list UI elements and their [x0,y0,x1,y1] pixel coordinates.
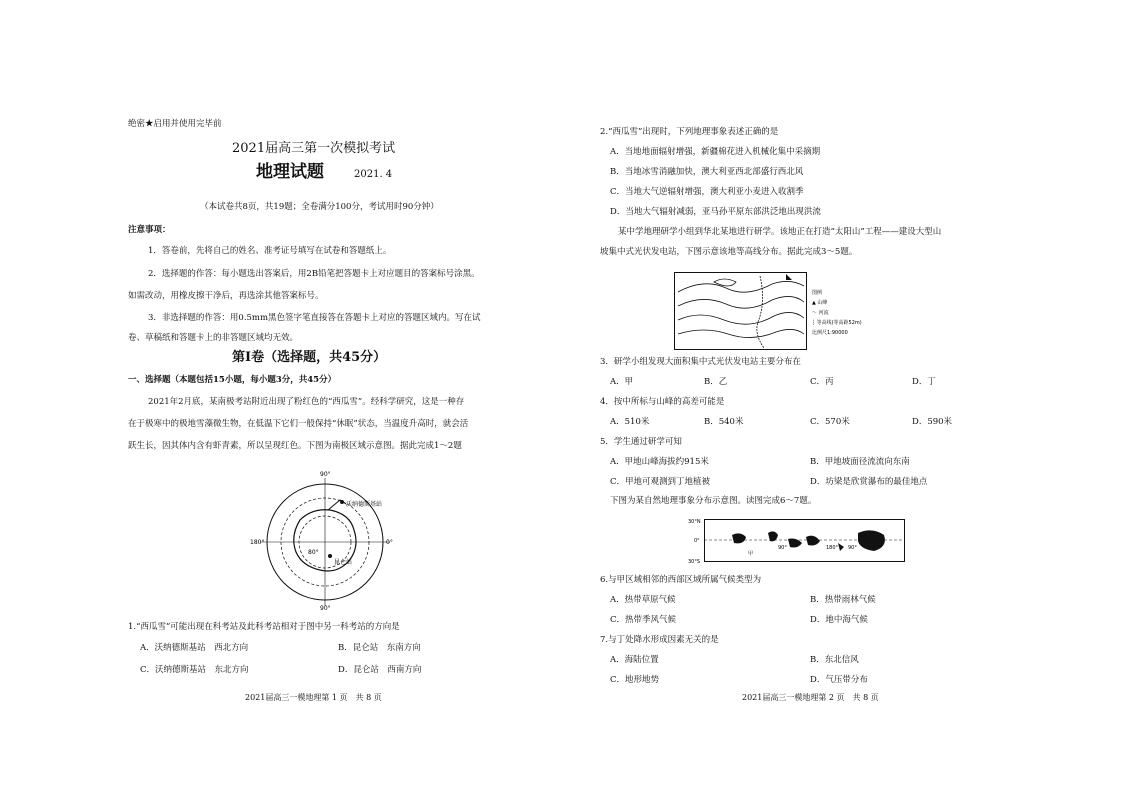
option: B．乙 [704,377,728,387]
option: A．当地地面辐射增强，新疆棉花进入机械化集中采摘期 [610,147,821,157]
latitude-label: 80° [308,549,319,556]
notice-line: 1．答卷前，先将自己的姓名、准考证号填写在试卷和答题纸上。 [148,246,392,256]
lat-label: 30°S [688,559,701,565]
lon-label: 90° [778,545,787,551]
option: C．热带季风气候 [610,615,677,625]
question-stem: 6.与甲区域相邻的西部区域所属气候类型为 [600,575,762,585]
notice-line: 如需改动，用橡皮擦干净后，再选涂其他答案标号。 [128,291,324,301]
question-stem: 7.与丁处降水形成因素无关的是 [600,635,719,645]
lat-label: 0° [694,538,700,544]
notice-line: 3．非选择题的作答：用0.5mm黑色签字笔直接答在答题卡上对应的答题区域内。写在试 [148,313,481,323]
passage-line: 某中学地理研学小组到华北某地进行研学。该地正在打造“太阳山”工程——建设大型山 [618,227,942,237]
page-footer: 2021届高三一模地理第 2 页 共 8 页 [742,693,879,702]
option: A．甲地山峰海拔约915米 [610,457,709,467]
option: D．地中海气候 [810,615,868,625]
passage-line: 在于极寒中的极地雪藻微生物，在低温下它们一般保持“休眠”状态，当温度升高时，就会活 [128,419,469,429]
page-2 [562,0,1123,794]
option: C．当地大气逆辐射增强，澳大利亚小麦进入收割季 [610,187,804,197]
station-label: 沃纳德斯基站 [346,501,383,508]
passage-line: 跃生长，因其体内含有虾青素，所以呈现红色。下图为南极区域示意图。据此完成1～2题 [128,441,462,451]
passage-line: 坡集中式光伏发电站，下图示意该地等高线分布。据此完成3～5题。 [600,247,858,257]
question-stem: 5．学生通过研学可知 [600,437,682,447]
question-stem: 2.“西瓜雪”出现时，下列地理事象表述正确的是 [600,127,779,137]
legend-item: ┆ 等高线(等高距52m) [812,320,862,326]
notice-line: 卷、草稿纸和答题卡上的非答题区域均无效。 [128,333,299,343]
option: C．沃纳德斯基站 东北方向 [140,665,249,675]
option: D．590米 [912,417,953,427]
map-label-bottom: 90° [320,605,331,612]
exam-info: （本试卷共8页，共19题；全卷满分100分，考试用时90分钟） [200,202,439,212]
antarctic-map [250,470,400,610]
question-stem: 1.“西瓜雪”可能出现在科考站及此科考站相对于图中另一科考站的方向是 [128,622,400,632]
legend-item: ▲ 山峰 [812,300,828,306]
notice-line: 2．选择题的作答：每小题选出答案后，用2B铅笔把答题卡上对应题目的答案标号涂黑。 [148,269,480,279]
notice-title: 注意事项： [128,225,171,235]
option: B．热带雨林气候 [810,595,876,605]
option: D．当地大气辐射减弱，亚马孙平原东部洪泛地出现洪流 [610,207,821,217]
option: D．坊梁是欣赏瀑布的最佳地点 [810,477,928,487]
option: B．540米 [704,417,744,427]
secret-label: 绝密★启用并使用完毕前 [128,119,222,129]
option: D．气压带分布 [810,675,868,685]
option: B．甲地坡面径流流向东南 [810,457,910,467]
option: A．热带草原气候 [610,595,676,605]
option: A．甲 [610,377,634,387]
option: C．甲地可观测到丁地植被 [610,477,711,487]
option: D．昆仑站 西南方向 [338,665,422,675]
map-label-left: 180° [250,539,265,546]
lon-label: 180° [826,545,839,551]
page-1 [0,0,561,794]
page-footer: 2021届高三一模地理第 1 页 共 8 页 [245,693,382,702]
option: C．地形地势 [610,675,660,685]
passage-line: 下图为某自然地理事象分布示意图。读图完成6～7题。 [610,496,817,506]
lon-label: 90° [848,545,857,551]
subject-title: 地理试题 [256,162,324,182]
option: A．海陆位置 [610,655,659,665]
option: C．丙 [810,377,834,387]
option: B．东北信风 [810,655,859,665]
section-title: 第Ⅰ卷（选择题，共45分） [232,350,387,365]
option: D．丁 [912,377,936,387]
section-desc: 一、选择题（本题包括15小题，每小题3分，共45分） [128,375,337,385]
map-label-top: 90° [320,471,331,478]
option: A．510米 [610,417,650,427]
lat-label: 30°N [688,519,701,525]
legend-item: ～ 河流 [812,310,829,316]
exam-title: 2021届高三第一次模拟考试 [232,141,396,156]
distribution-map [688,513,910,569]
exam-date: 2021. 4 [354,169,393,180]
station-label: 昆仑站 [334,559,353,566]
option: B．昆仑站 东南方向 [338,643,421,653]
question-stem: 3．研学小组发现大面积集中式光伏发电站主要分布在 [600,357,801,367]
map-label-right: 0° [386,539,393,546]
question-stem: 4．按中所标与山峰的高差可能是 [600,397,725,407]
legend-item: 比例尺1:90000 [812,330,848,336]
contour-map [674,272,862,350]
option: A．沃纳德斯基站 西北方向 [140,643,249,653]
option: B．当地冰雪消融加快，澳大利亚西北部盛行西北风 [610,167,804,177]
legend-item: 图例 [812,290,823,296]
option: C．570米 [810,417,850,427]
passage-line: 2021年2月底，某南极考站附近出现了粉红色的“西瓜雪”。经科学研究，这是一种存 [148,397,465,407]
region-label: 甲 [748,551,754,557]
